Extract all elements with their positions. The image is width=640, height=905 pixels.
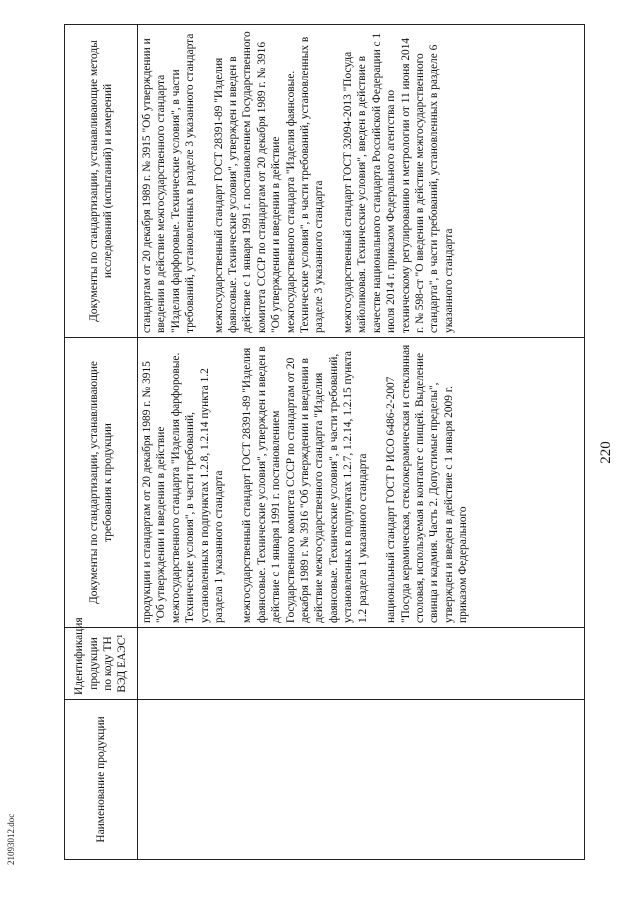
methods-item: межгосударственный стандарт ГОСТ 28391-89 "Изделия фаянсовые. Технические условия", утвержден и введен в действие с 1 января 1991 г. постановлением Государственного комитета СССР по стандартам от 20 декабря 1989 г. № 3916 "Об утверждении и введении в действие межгосударственного стандарта "Изделия фаянсовые. Технические условия", в части требований, установленных в разделе 3 указанного стандарта [212,31,326,333]
cell-tnved-code [138,628,585,700]
page-number: 220 [598,441,614,464]
cell-methods [138,25,585,338]
standards-table [64,24,585,860]
header-product-name: Наименование продукции [65,700,138,860]
methods-item: межгосударственный стандарт ГОСТ 32094-2013 "Посуда майоликовая. Технические условия", введен в действие в качестве национального стандарта Российской Федерации с 1 июля 2014 г. приказом Федерального агентства по техническому регулированию и метрологии от 11 июня 2014 г. № 598-ст "О введении в действие межгосударственного стандарта", в части требований, установленных в разделе 6 указанного стандарта [341,32,455,333]
header-requirements-docs: Документы по стандартизации, устанавливающие требования к продукции [65,338,138,628]
document-code: 21093012.doc [6,813,16,865]
methods-item: стандартам от 20 декабря 1989 г. № 3915 "Об утверждении и введении в действие межгосударственного стандарта "Изделия фарфоровые. Технические условия", в части требований, установленных в разделе 3 указанного стандарта [141,33,197,333]
header-methods-docs: Документы по стандартизации, устанавливающие методы исследований (испытаний) и измерений [65,25,138,338]
cell-product-name [138,700,585,860]
cell-requirements [138,338,585,628]
table-header-row [65,25,138,860]
requirements-item: продукции и стандартам от 20 декабря 1989 г. № 3915 "Об утверждении и введении в действие межгосударственного стандарта "Изделия фарфоровые. Технические условия", в части требований, установленных в подпунктах 1.2.8, 1.2.14 пункта 1.2 раздела 1 указанного стандарта [141,352,226,623]
requirements-item: межгосударственный стандарт ГОСТ 28391-89 "Изделия фаянсовые. Технические условия", утвержден и введен в действие с 1 января 1991 г. постановлением Государственного комитета СССР по стандартам от 20 декабря 1989 г. № 3916 "Об утверждении и введении в действие межгосударственного стандарта "Изделия фаянсовые. Технические условия", в части требований, установленных в подпунктах 1.2.7, 1.2.14, 1.2.15 пункта 1.2 раздела 1 указанного стандарта [241,346,369,623]
table-row [138,25,585,860]
header-tnved-code: Идентификация продукции по коду ТН ВЭД ЕАЭС¹ [65,628,138,700]
requirements-item: национальный стандарт ГОСТ Р ИСО 6486-2-2007 "Посуда керамическая, стеклокерамическая и стеклянная столовая, используемая в контакте с пищей. Выделение свинца и кадмия. Часть 2. Допустимые пределы", утвержден и введен в действие с 1 января 2009 г. приказом Федерального [385,344,470,623]
